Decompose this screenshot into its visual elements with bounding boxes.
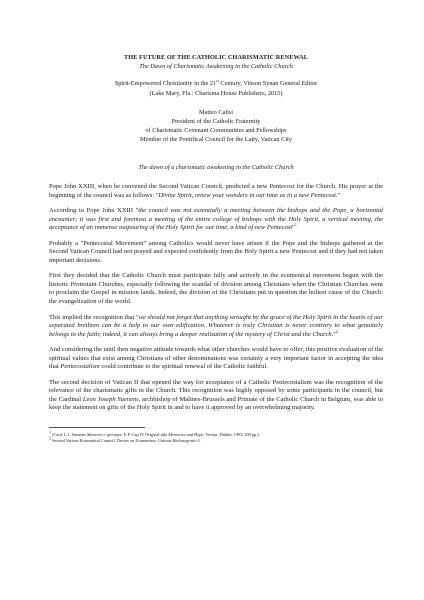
footnote-ref-2[interactable]: 2 xyxy=(335,328,338,334)
document-subtitle: The Dawn of Charismatic Awakening in the Catholic Church xyxy=(139,63,293,70)
footnote-2: $^2$ Second Vatican Ecumenical Council, Decree on Ecumenism, Unitatis Redintegratio 4. xyxy=(49,435,201,444)
footnote-1: $^1$ (Card. L.J. Suenens Memorie e speranze, E.P. Cap IV Original title Memories and Hope, Veritas, Dublin, 1993, 400 pp.). xyxy=(49,429,260,438)
paragraph-4: First they decided that the Catholic Church must participate fully and actively in the ecumenical movement begun with the historic Protestant Churches, especially following the scandal of division among Christians when the Christian Churches went to proclaim the Gospel in mission lands. Indeed, the division of the Christians put in question the holiest cause of the Church: the evangelization of the world. xyxy=(49,272,383,306)
book-reference xyxy=(49,79,383,98)
author-role-2: of Charismatic Covenant Communities and Fellowships xyxy=(145,127,287,134)
book-line-1: Spirit-Empowered Christianity in the 21st Century, Vinson Synan General Editor xyxy=(114,77,318,87)
title-text: THE FUTURE OF THE CATHOLIC CHARISMATIC RENEWAL xyxy=(123,54,308,61)
document-page xyxy=(49,0,383,444)
paragraph-1: Pope John XXIII, when he convened the Second Vatican Council, predicted a new Pentecost for the Church. His prayer at the beginning of the council was as follows: "Divine Spirit, renew your wonders in our time as in a new Pentecost." xyxy=(49,183,383,199)
paragraph-3: Probably a "Pentecostal Movement" among Catholics would never have arisen if the Pope and the bishops gathered at the Second Vatican Council had not prayed and expected confidently from the Holy Spirit a new Pentecost and if they had not taken important decisions. xyxy=(49,239,383,264)
paragraph-7: The second decision of Vatican II that opened the way for acceptance of a Catholic Pentecostalism was the recognition of the relevance of the charismatic gifts in the Church. This recognition was highly opposed by some participants in the council, but the Cardinal Leon Joseph Suenens, archbishop of Malines-Brussels and Primate of the Catholic Church in Belgium, was able to keep the statement on gifts of the Holy Spirit in and to have it approved by an overwhelming majority. xyxy=(49,378,383,412)
document-title xyxy=(49,53,383,62)
quote: the council was not essentially a meeting between the bishops and the Pope, a horizontal encounter; it was first and foremost a meeting of the entire college of bishops with the Holy Spirit, a vertical meeting, the acceptance of an immense outpouring of the Holy Spirit for our time, a kind of new Pentecost xyxy=(49,207,383,232)
author-block xyxy=(49,108,383,144)
paragraph-2: According to Pope John XXIII "the council was not essentially a meeting between the bishops and the Pope, a horizontal encounter; it was first and foremost a meeting of the entire college of bishops with the Holy Spirit, a vertical meeting, the acceptance of an immense outpouring of the Holy Spirit for our time, a kind of new Pentecost"$^1$ xyxy=(49,207,383,232)
paragraph-6: And considering the until then negative attitude towards what other churches would have to offer, this positive evaluation of the spiritual values that exist among Christians of other denominations was certainly a very important factor in accepting the idea that Pentecostalism could contribute to the spiritual renewal of the Catholic faithful. xyxy=(49,346,383,371)
footnote-ref-1[interactable]: 1 xyxy=(294,222,297,228)
book-line-2: (Lake Mary, Fla.: Charisma House Publishers, 2015) xyxy=(149,89,283,97)
paragraph-5: This implied the recognition that "we should not forget that anything wrought by the grace of the Holy Spirit in the hearts of our separated brethren can be a help to our own edification. Whatever is truly Christian is never contrary to what genuinely belongs to the faith; indeed, it can always bring a deeper realization of the mystery of Christ and the Church."$^2$ xyxy=(49,313,383,338)
section-heading: The dawn of a charismatic awakening in the Catholic Church xyxy=(138,164,294,171)
footnote-divider xyxy=(49,427,145,428)
quote: we should not forget that anything wrought by the grace of the Holy Spirit in the hearts of our separated brethren can be a help to our own edification. Whatever is truly Christian is never contrary to what genuinely belongs to the faith; indeed, it can always bring a deeper realization of the mystery of Christ and the Church. xyxy=(49,313,383,338)
quote: Divine Spirit, renew your wonders in our time as in a new Pentecost xyxy=(158,191,336,199)
body-text xyxy=(49,183,383,413)
author-name: Matteo Calisi xyxy=(198,109,234,116)
author-role-3: Member of the Pontifical Council for the Laity, Vatican City xyxy=(140,136,292,143)
author-role-1: President of the Catholic Fraternity xyxy=(171,118,261,125)
